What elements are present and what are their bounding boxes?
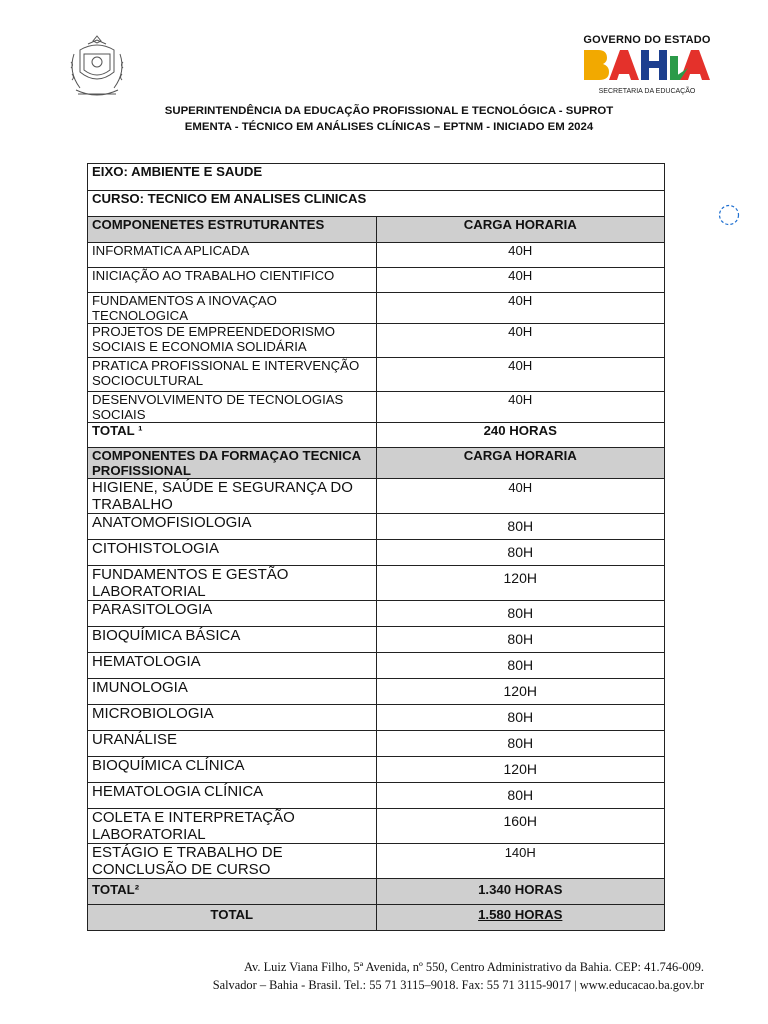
table-row (88, 268, 665, 293)
section1-header-row (88, 217, 665, 243)
component-name: URANÁLISE (88, 731, 377, 757)
component-name: ESTÁGIO E TRABALHO DE CONCLUSÃO DE CURSO (88, 844, 377, 879)
table-row (88, 601, 665, 627)
component-hours: 80H (376, 540, 665, 566)
header-line-1: SUPERINTENDÊNCIA DA EDUCAÇÃO PROFISSIONAL E TECNOLÓGICA - SUPROT (164, 105, 614, 117)
table-row (88, 479, 665, 514)
component-hours: 40H (376, 392, 665, 423)
component-name: COLETA E INTERPRETAÇÃO LABORATORIAL (88, 809, 377, 844)
component-hours: 80H (376, 783, 665, 809)
grand-total-value (376, 905, 665, 931)
section2-total-value: 1.340 HORAS (376, 879, 665, 905)
table-row (88, 514, 665, 540)
component-name: PARASITOLOGIA (88, 601, 377, 627)
component-name: HEMATOLOGIA CLÍNICA (88, 783, 377, 809)
curriculum-table (87, 163, 665, 931)
section1-total-label: TOTAL ¹ (88, 423, 377, 448)
component-hours: 40H (376, 293, 665, 324)
table-row (88, 627, 665, 653)
component-hours: 80H (376, 627, 665, 653)
component-name: HIGIENE, SAÚDE E SEGURANÇA DO TRABALHO (88, 479, 377, 514)
component-hours: 120H (376, 679, 665, 705)
table-row (88, 844, 665, 879)
component-name: HEMATOLOGIA (88, 653, 377, 679)
coat-of-arms-icon (66, 32, 128, 102)
logo-subtitle: SECRETARIA DA EDUCAÇÃO (598, 88, 696, 95)
component-name: PRATICA PROFISSIONAL E INTERVENÇÃO SOCIOCULTURAL (88, 358, 377, 392)
table-row (88, 783, 665, 809)
component-name: IMUNOLOGIA (88, 679, 377, 705)
section2-total-label: TOTAL² (88, 879, 377, 905)
component-name: FUNDAMENTOS E GESTÃO LABORATORIAL (88, 566, 377, 601)
grand-total-row (88, 905, 665, 931)
footer-line-2: Salvador – Bahia - Brasil. Tel.: 55 71 3115–9018. Fax: 55 71 3115-9017 | www.educacao.ba.gov.br (212, 978, 704, 992)
component-hours: 40H (376, 324, 665, 358)
table-row (88, 566, 665, 601)
component-name: BIOQUÍMICA BÁSICA (88, 627, 377, 653)
table-row (88, 809, 665, 844)
table-row (88, 243, 665, 268)
eixo-cell: EIXO: AMBIENTE E SAUDE (88, 164, 665, 191)
footer-line-1: Av. Luiz Viana Filho, 5ª Avenida, nº 550, Centro Administrativo da Bahia. CEP: 41.746-009. (244, 960, 704, 974)
component-name: INICIAÇÃO AO TRABALHO CIENTIFICO (88, 268, 377, 293)
table-row (88, 731, 665, 757)
component-name: CITOHISTOLOGIA (88, 540, 377, 566)
section2-header-left: COMPONENTES DA FORMAÇAO TECNICA PROFISSIONAL (88, 448, 377, 479)
component-hours: 140H (376, 844, 665, 879)
grand-total-value-text: 1.580 HORAS (478, 907, 563, 922)
section2-header-right: CARGA HORARIA (376, 448, 665, 479)
component-hours: 120H (376, 566, 665, 601)
component-name: DESENVOLVIMENTO DE TECNOLOGIAS SOCIAIS (88, 392, 377, 423)
component-hours: 80H (376, 514, 665, 540)
component-hours: 120H (376, 757, 665, 783)
component-hours: 80H (376, 705, 665, 731)
table-row (88, 653, 665, 679)
section1-total-value: 240 HORAS (376, 423, 665, 448)
component-hours: 40H (376, 479, 665, 514)
component-hours: 80H (376, 601, 665, 627)
component-name: ANATOMOFISIOLOGIA (88, 514, 377, 540)
section1-header-right: CARGA HORARIA (376, 217, 665, 243)
section2-total-row (88, 879, 665, 905)
component-hours: 40H (376, 268, 665, 293)
table-row (88, 358, 665, 392)
bahia-wordmark-icon (582, 48, 712, 82)
curso-cell: CURSO: TECNICO EM ANALISES CLINICAS (88, 191, 665, 217)
component-name: INFORMATICA APLICADA (88, 243, 377, 268)
component-hours: 80H (376, 731, 665, 757)
table-row (88, 757, 665, 783)
section1-total-row (88, 423, 665, 448)
governo-bahia-logo (580, 34, 714, 100)
component-hours: 80H (376, 653, 665, 679)
component-name: MICROBIOLOGIA (88, 705, 377, 731)
loading-spinner-icon (718, 204, 740, 226)
component-hours: 40H (376, 243, 665, 268)
document-header (0, 103, 768, 135)
logo-top-line: GOVERNO DO ESTADO (583, 34, 711, 46)
section1-header-left: COMPONENETES ESTRUTURANTES (88, 217, 377, 243)
table-row (88, 293, 665, 324)
header-line-2: EMENTA - TÉCNICO EM ANÁLISES CLÍNICAS – EPTNM - INICIADO EM 2024 (184, 121, 594, 133)
section2-header-row (88, 448, 665, 479)
table-row (88, 679, 665, 705)
table-row (88, 324, 665, 358)
component-hours: 40H (376, 358, 665, 392)
table-row (88, 705, 665, 731)
table-row (88, 392, 665, 423)
curso-row (88, 191, 665, 217)
table-row (88, 540, 665, 566)
component-name: BIOQUÍMICA CLÍNICA (88, 757, 377, 783)
component-name: FUNDAMENTOS A INOVAÇAO TECNOLOGICA (88, 293, 377, 324)
component-name: PROJETOS DE EMPREENDEDORISMO SOCIAIS E ECONOMIA SOLIDÁRIA (88, 324, 377, 358)
grand-total-label: TOTAL (88, 905, 377, 931)
component-hours: 160H (376, 809, 665, 844)
eixo-row (88, 164, 665, 191)
